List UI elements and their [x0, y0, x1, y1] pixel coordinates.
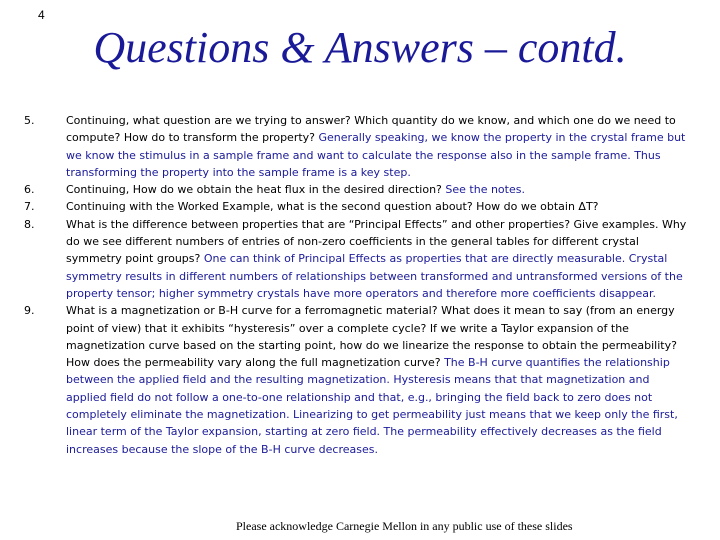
- question-text: What is the difference between properties that are “Principal Effects” and other properties? Give examples. Why do we see different numbers of entries of non-zero coefficients in the general tables for different crystal symmetry point groups?: [66, 217, 687, 266]
- slide-number: 4: [38, 8, 45, 22]
- item-text: [66, 198, 688, 215]
- answer-text: One can think of Principal Effects as properties that are directly measurable. Crystal symmetry results in different numbers of relationships between transformed and untransformed versions of the property tensor; higher symmetry crystals have more operators and therefore more coefficients disappear.: [66, 252, 683, 300]
- qa-item: [24, 216, 688, 302]
- footer-acknowledgement: Please acknowledge Carnegie Mellon in any public use of these slides: [236, 519, 573, 533]
- answer-text: Generally speaking, we know the property in the crystal frame but we know the stimulus in a sample frame and want to calculate the response also in the sample frame. Thus transforming the property into the sample frame is a key step.: [66, 131, 686, 179]
- page-title: Questions & Answers – contd.: [93, 23, 627, 72]
- qa-list: [24, 112, 688, 458]
- question-text: Continuing, How do we obtain the heat flux in the desired direction?: [66, 183, 446, 197]
- item-text: [66, 216, 688, 302]
- item-text: [66, 181, 688, 198]
- item-number: 9.: [24, 304, 35, 318]
- qa-item: [24, 112, 688, 181]
- item-number: 7.: [24, 200, 35, 214]
- answer-text: The B-H curve quantifies the relationship between the applied field and the resulting magnetization. Hysteresis means that that magnetization and applied field do not follow a one-to-one relationship and that, e.g., bringing the field back to zero does not completely eliminate the magnetization. Linearizing to get permeability just means that we keep only the first, linear term of the Taylor expansion, starting at zero field. The permeability effectively decreases as the field increases because the slope of the B-H curve decreases.: [66, 356, 678, 456]
- item-number: 5.: [24, 114, 35, 127]
- qa-item: [24, 302, 688, 458]
- item-text: [66, 302, 688, 458]
- question-text: What is a magnetization or B-H curve for a ferromagnetic material? What does it mean to say (from an energy point of view) that it exhibits “hysteresis” over a complete cycle? If we write a Taylor expansion of the magnetization curve based on the starting point, how do we linearize the response to obtain the permeability? How does the permeability vary along the full magnetization curve?: [66, 304, 677, 370]
- item-text: [66, 112, 688, 181]
- item-number: 8.: [24, 217, 35, 231]
- qa-item: [24, 198, 688, 215]
- question-text: Continuing, what question are we trying to answer? Which quantity do we know, and which one do we need to compute? How do to transform the property?: [66, 114, 676, 145]
- item-number: 6.: [24, 183, 35, 197]
- qa-item: [24, 181, 688, 198]
- answer-text: See the notes.: [445, 183, 525, 197]
- question-text: Continuing with the Worked Example, what is the second question about? How do we obtain ΔT?: [66, 200, 599, 214]
